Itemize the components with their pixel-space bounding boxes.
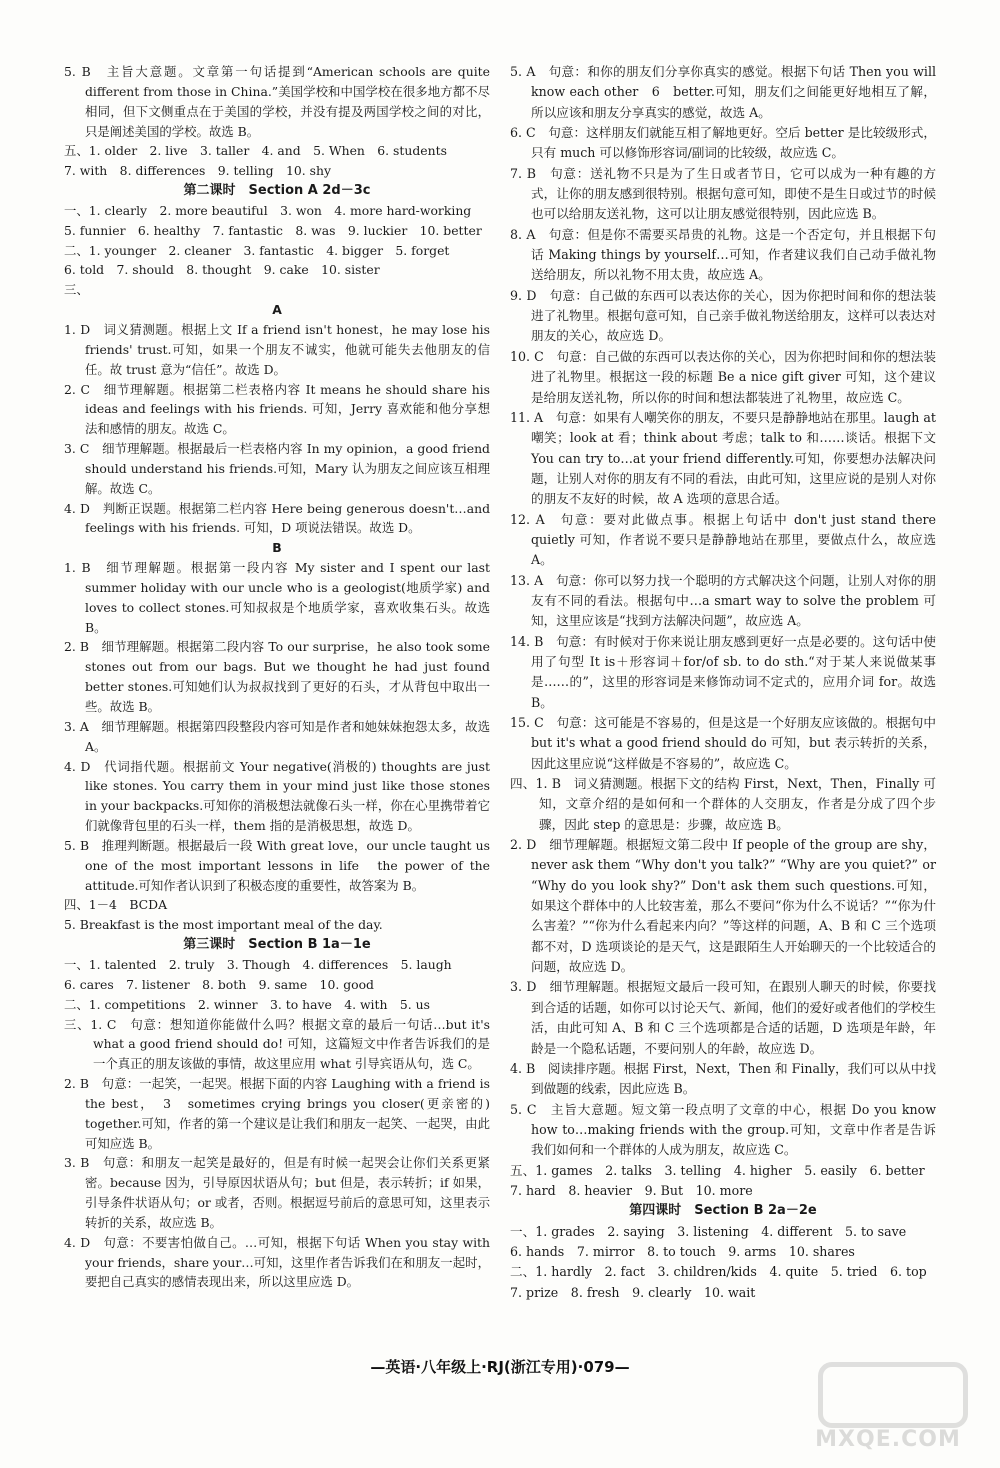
passage-label: B	[272, 540, 282, 556]
answer-explanation: 15. C 句意：这可能是不容易的，但是这是一个好朋友应该做的。根据句中 but it's what a good friend should do 可知，but 表示转折的关系，因此这里应说“这样做是不容易的”，故应选 C。	[510, 715, 936, 771]
answer-row: 5. Breakfast is the most important meal of the day.	[64, 917, 383, 933]
answer-explanation: 7. B 句意：送礼物不只是为了生日或者节日，它可以成为一种有趣的方式，让你的朋友感到很特别。根据句意可知，即使不是生日或过节的时候也可以给朋友送礼物，这可以让朋友感觉很特别，因此应选 B。	[510, 165, 936, 222]
answer-explanation: 11. A 句意：如果有人嘲笑你的朋友，不要只是静静地站在那里。laugh at 嘲笑；look at 看；think about 考虑；talk to 和……谈话。根据下文 You can try to…at your friend differently.可知，你要想办法解决问题，让别人对你的朋友有不同的看法，由此可知，这里应说的是别人对你的朋友不友好的时候，故 A 选项的意思合适。	[510, 409, 936, 507]
answer-explanation: 3. A 细节理解题。根据第四段整段内容可知是作者和她妹妹抱怨太多，故选 A。	[64, 718, 490, 754]
answer-explanation: 5. C 主旨大意题。短文第一段点明了文章的中心，根据 Do you know how to…making friends with the group.可知，文章中作者是告诉我们如何和一个群体的人成为朋友，故应选 C。	[510, 1101, 936, 1158]
answer-row: 7. prize 8. fresh 9. clearly 10. wait	[510, 1284, 756, 1300]
answer-explanation: 8. A 句意：但是你不需要买昂贵的礼物。这是一个否定句，并且根据下句话 Making things by yourself…可知，作者建议我们自己动手做礼物送给朋友，所以礼物不用太贵，故应选 A。	[510, 226, 936, 283]
answer-explanation: 6. C 句意：这样朋友们就能互相了解地更好。空后 better 是比较级形式，只有 much 可以修饰形容词/副词的比较级，故应选 C。	[510, 125, 936, 161]
answer-row: 二、1. younger 2. cleaner 3. fantastic 4. bigger 5. forget	[64, 242, 450, 258]
answer-explanation: 5. B 推理判断题。根据最后一段 With great love，our uncle taught us one of the most important lessons in life the power of the attitude.可知作者认识到了积极态度的重要性，故答案为 B。	[64, 837, 490, 893]
answer-explanation: 14. B 句意：有时候对于你来说让朋友感到更好一点是必要的。这句话中使用了句型 It is＋形容词＋for/of sb. to do sth.“对于某人来说做某事是……的”，这里的形容词是来修饰动词不定式的，应用介词 for。故选 B。	[510, 633, 936, 710]
answer-row: 7. hard 8. heavier 9. But 10. more	[510, 1182, 753, 1198]
section-heading: 第三课时 Section B 1a－1e	[183, 937, 371, 953]
answer-explanation: 三、1. C 句意：想知道你能做什么吗？根据文章的最后一句话…but it's what a good friend should do! 可知，这篇短文中作者告诉我们的是一个真正的朋友该做的事情，故这里应用 what 引导宾语从句，选 C。	[64, 1016, 490, 1072]
watermark-badge-icon	[818, 1362, 968, 1428]
answer-row: 二、1. competitions 2. winner 3. to have 4. with 5. us	[64, 996, 430, 1012]
answer-row: 一、1. clearly 2. more beautiful 3. won 4. more hard-working	[64, 202, 472, 218]
right-column	[510, 62, 936, 1303]
answer-explanation: 3. C 细节理解题。根据最后一栏表格内容 In my opinion，a good friend should understand his friends.可知，Mary 认为朋友之间应该互相理解。故选 C。	[64, 441, 490, 496]
answer-explanation: 4. D 代词指代题。根据前文 Your negative(消极的) thoughts are just like stones. You carry them in your mind just like those stones in your backpacks.可知你的消极想法就像石头一样，你在心里携带着它们就像背包里的石头一样，them 指的是消极思想，故选 D。	[64, 758, 490, 834]
answer-explanation: 2. B 细节理解题。根据第二段内容 To our surprise，he also took some stones out from our bags. But we thought he had just found better stones.可知她们认为叔叔找到了更好的石头，才从背包中取出一些。故选 B。	[64, 639, 490, 714]
answer-row: 5. funnier 6. healthy 7. fantastic 8. was 9. luckier 10. better	[64, 222, 482, 238]
answer-row: 五、1. games 2. talks 3. telling 4. higher 5. easily 6. better	[510, 1162, 925, 1178]
answer-row: 7. with 8. differences 9. telling 10. shy	[64, 163, 331, 179]
passage-label: A	[272, 302, 282, 318]
section-heading: 第二课时 Section A 2d－3c	[183, 183, 371, 199]
watermark-text: MXQE.COM	[815, 1427, 961, 1452]
answer-explanation: 4. D 句意：不要害怕做自己。…可知，根据下句话 When you stay with your friends，share your…可知，这里作者告诉我们在和朋友一起时，要把自己真实的感情表现出来，所以这里应选 D。	[64, 1234, 490, 1290]
answer-row: 一、1. talented 2. truly 3. Though 4. differences 5. laugh	[64, 956, 452, 972]
answer-explanation: 2. B 句意：一起笑，一起哭。根据下面的内容 Laughing with a friend is the best， 3 sometimes crying brings you closer(更亲密的) together.可知，作者的第一个建议是让我们和朋友一起笑、一起哭，由此可知应选 B。	[64, 1076, 490, 1151]
answer-row: 6. cares 7. listener 8. both 9. same 10. good	[64, 976, 374, 992]
answer-row: 三、	[64, 282, 89, 298]
answer-explanation: 13. A 句意：你可以努力找一个聪明的方式解决这个问题，让别人对你的朋友有不同的看法。根据句中…a smart way to solve the problem 可知，这里应该是“找到方法解决问题”，故应选 A。	[510, 572, 936, 629]
answer-explanation: 4. D 判断正误题。根据第二栏内容 Here being generous doesn't…and feelings with his friends. 可知，D 项说法错误。故选 D。	[64, 500, 490, 536]
answer-explanation: 4. B 阅读排序题。根据 First，Next，Then 和 Finally，我们可以从中找到做题的线索，因此应选 B。	[510, 1060, 936, 1097]
answer-row: 一、1. grades 2. saying 3. listening 4. different 5. to save	[510, 1223, 907, 1239]
answer-explanation: 2. C 细节理解题。根据第二栏表格内容 It means he should share his ideas and feelings with his friends. 可知，Jerry 喜欢能和他分享想法和感情的朋友。故选 C。	[64, 381, 490, 437]
answer-explanation: 12. A 句意：要对此做点事。根据上句话中 don't just stand there quietly 可知，作者说不要只是静静地站在那里，要做点什么，故应选 A。	[510, 511, 936, 568]
left-column	[64, 62, 490, 1292]
answer-row: 6. hands 7. mirror 8. to touch 9. arms 10. shares	[510, 1243, 855, 1259]
answer-row: 五、1. older 2. live 3. taller 4. and 5. When 6. students	[64, 143, 447, 159]
answer-row: 二、1. hardly 2. fact 3. children/kids 4. quite 5. tried 6. top	[510, 1264, 927, 1280]
answer-explanation: 5. A 句意：和你的朋友们分享你真实的感觉。根据下句话 Then you will know each other 6 better.可知，朋友们之间能更好地相互了解，所以应该和朋友分享真实的感觉，故选 A。	[510, 64, 936, 120]
page-footer: —英语·八年级上·RJ(浙江专用)·079—	[370, 1358, 630, 1376]
answer-explanation: 3. D 细节理解题。根据短文最后一段可知，在跟别人聊天的时候，你要找到合适的话题，如你可以讨论天气、新闻，他们的爱好或者他们的学校生活，由此可知 A、B 和 C 三个选项都是合适的话题，D 选项是年龄，年龄是一个隐私话题，不要问别人的年龄，故应选 D。	[510, 979, 936, 1056]
answer-explanation: 10. C 句意：自己做的东西可以表达你的关心，因为你把时间和你的想法装进了礼物里。根据这一段的标题 Be a nice gift giver 可知，这个建议是给朋友送礼物，所以你的时间和想法都装进了礼物里，故应选 C。	[510, 348, 936, 405]
answer-row: 四、1－4 BCDA	[64, 897, 168, 913]
answer-explanation: 1. D 词义猜测题。根据上文 If a friend isn't honest，he may lose his friends' trust.可知，如果一个朋友不诚实，他就可能失去他朋友的信任。故 trust 意为“信任”。故选 D。	[64, 321, 490, 377]
answer-explanation: 9. D 句意：自己做的东西可以表达你的关心，因为你把时间和你的想法装进了礼物里。根据句意可知，自己亲手做礼物送给朋友，这样可以表达对朋友的关心，故应选 D。	[510, 287, 936, 344]
answer-explanation: 3. B 句意：和朋友一起笑是最好的，但是有时候一起哭会让你们关系更紧密。because 因为，引导原因状语从句；but 但是，表示转折；if 如果，引导条件状语从句；or 或者，否则。根据逗号前后的意思可知，这里表示转折的关系，故应选 B。	[64, 1155, 490, 1230]
answer-row: 6. told 7. should 8. thought 9. cake 10. sister	[64, 262, 380, 278]
watermark-logo	[808, 1358, 968, 1458]
answer-explanation: 四、1. B 词义猜测题。根据下文的结构 First，Next，Then，Finally 可知，文章介绍的是如何和一个群体的人交朋友，作者是分成了四个步骤，因此 step 的意思是：步骤，故应选 B。	[510, 776, 936, 832]
answer-explanation: 1. B 细节理解题。根据第一段内容 My sister and I spent our last summer holiday with our uncle who is a geologist(地质学家) and loves to collect stones.可知叔叔是个地质学家，喜欢收集石头。故选 B。	[64, 560, 490, 635]
section-heading: 第四课时 Section B 2a－2e	[629, 1203, 817, 1219]
answer-explanation: 2. D 细节理解题。根据短文第二段中 If people of the group are shy，never ask them “Why don't you talk?” “Why are you quiet?” or “Why do you look shy?” Don't ask them such questions.可知，如果这个群体中的人比较害羞，那么不要问“你为什么不说话？”“你为什么害羞？”“你为什么看起来内向？”等这样的问题，A、B 和 C 三个选项都不对，D 选项谈论的是天气，这是跟陌生人开始聊天的一个比较适合的问题，故应选 D。	[510, 837, 936, 975]
answer-explanation: 5. B 主旨大意题。文章第一句话提到“American schools are quite different from those in China.”美国学校和中国学校在很多地方都不尽相同，但下文侧重点在于美国的学校，并没有提及两国学校之间的对比，只是阐述美国的学校。故选 B。	[64, 64, 490, 139]
